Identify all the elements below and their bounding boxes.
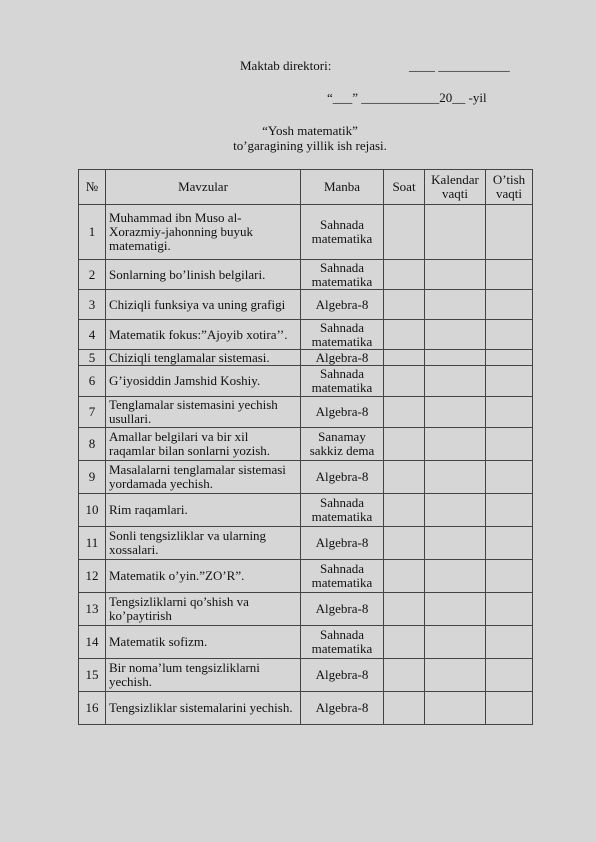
plan-subtitle: to’garagining yillik ish rejasi.: [233, 138, 387, 153]
table-row: [79, 626, 533, 659]
row-source: Algebra-8: [301, 290, 384, 320]
row-topic: Bir noma’lum tengsizliklarni yechish.: [106, 659, 301, 692]
row-passing-cell: [486, 461, 533, 494]
row-source: Algebra-8: [301, 659, 384, 692]
row-hours-cell: [384, 461, 425, 494]
row-passing-cell: [486, 626, 533, 659]
row-hours-cell: [384, 659, 425, 692]
row-calendar-cell: [425, 527, 486, 560]
table-row: [79, 260, 533, 290]
row-passing-cell: [486, 527, 533, 560]
row-hours-cell: [384, 428, 425, 461]
director-signature-line: ____ ___________: [409, 58, 510, 73]
row-passing-cell: [486, 494, 533, 527]
yearly-plan-table: [78, 169, 533, 725]
row-topic: Chiziqli funksiya va uning grafigi: [106, 290, 301, 320]
row-passing-cell: [486, 290, 533, 320]
row-hours-cell: [384, 350, 425, 366]
row-number: 10: [79, 494, 106, 527]
row-passing-cell: [486, 659, 533, 692]
row-source: Sahnada matematika: [301, 366, 384, 397]
row-calendar-cell: [425, 205, 486, 260]
col-header-source: Manba: [301, 170, 384, 205]
row-source: Algebra-8: [301, 397, 384, 428]
table-row: [79, 397, 533, 428]
row-passing-cell: [486, 397, 533, 428]
row-hours-cell: [384, 366, 425, 397]
row-calendar-cell: [425, 397, 486, 428]
row-calendar-cell: [425, 560, 486, 593]
row-calendar-cell: [425, 692, 486, 725]
row-topic: Tengsizliklar sistemalarini yechish.: [106, 692, 301, 725]
row-calendar-cell: [425, 366, 486, 397]
row-topic: Tengsizliklarni qo’shish va ko’paytirish: [106, 593, 301, 626]
row-hours-cell: [384, 205, 425, 260]
row-passing-cell: [486, 428, 533, 461]
row-hours-cell: [384, 290, 425, 320]
row-number: 13: [79, 593, 106, 626]
table-row: [79, 560, 533, 593]
row-source: Sahnada matematika: [301, 626, 384, 659]
row-number: 16: [79, 692, 106, 725]
table-header-row: [79, 170, 533, 205]
row-source: Sahnada matematika: [301, 205, 384, 260]
row-calendar-cell: [425, 659, 486, 692]
row-calendar-cell: [425, 494, 486, 527]
row-topic: Tenglamalar sistemasini yechish usullari.: [106, 397, 301, 428]
row-hours-cell: [384, 626, 425, 659]
row-topic: Sonlarning bo’linish belgilari.: [106, 260, 301, 290]
table-row: [79, 205, 533, 260]
table-row: [79, 494, 533, 527]
row-topic: Matematik sofizm.: [106, 626, 301, 659]
col-header-number: №: [79, 170, 106, 205]
row-number: 15: [79, 659, 106, 692]
row-passing-cell: [486, 560, 533, 593]
row-passing-cell: [486, 260, 533, 290]
row-passing-cell: [486, 320, 533, 350]
table-row: [79, 527, 533, 560]
row-number: 5: [79, 350, 106, 366]
row-passing-cell: [486, 692, 533, 725]
row-source: Sahnada matematika: [301, 494, 384, 527]
row-number: 2: [79, 260, 106, 290]
table-row: [79, 692, 533, 725]
row-topic: Chiziqli tenglamalar sistemasi.: [106, 350, 301, 366]
row-hours-cell: [384, 560, 425, 593]
row-source: Algebra-8: [301, 527, 384, 560]
table-row: [79, 290, 533, 320]
row-hours-cell: [384, 494, 425, 527]
row-hours-cell: [384, 692, 425, 725]
row-passing-cell: [486, 205, 533, 260]
row-calendar-cell: [425, 260, 486, 290]
row-number: 8: [79, 428, 106, 461]
director-label: Maktab direktori:: [240, 58, 332, 73]
row-hours-cell: [384, 397, 425, 428]
row-source: Sahnada matematika: [301, 260, 384, 290]
row-source: Sahnada matematika: [301, 320, 384, 350]
row-hours-cell: [384, 593, 425, 626]
col-header-calendar-time: Kalendar vaqti: [425, 170, 486, 205]
table-row: [79, 593, 533, 626]
row-number: 11: [79, 527, 106, 560]
row-number: 9: [79, 461, 106, 494]
row-number: 7: [79, 397, 106, 428]
table-row: [79, 366, 533, 397]
row-hours-cell: [384, 527, 425, 560]
row-source: Algebra-8: [301, 593, 384, 626]
table-row: [79, 350, 533, 366]
row-number: 14: [79, 626, 106, 659]
table-row: [79, 659, 533, 692]
row-passing-cell: [486, 593, 533, 626]
row-source: Algebra-8: [301, 692, 384, 725]
date-line: “___” ____________20__ -yil: [327, 90, 487, 105]
row-number: 12: [79, 560, 106, 593]
row-topic: Matematik fokus:”Ajoyib xotira’’.: [106, 320, 301, 350]
row-calendar-cell: [425, 593, 486, 626]
col-header-passing-time: O’tish vaqti: [486, 170, 533, 205]
table-row: [79, 461, 533, 494]
row-hours-cell: [384, 260, 425, 290]
row-source: Algebra-8: [301, 350, 384, 366]
row-calendar-cell: [425, 626, 486, 659]
row-calendar-cell: [425, 428, 486, 461]
row-topic: Matematik o’yin.”ZO’R”.: [106, 560, 301, 593]
table-row: [79, 428, 533, 461]
row-topic: Amallar belgilari va bir xil raqamlar bilan sonlarni yozish.: [106, 428, 301, 461]
row-source: Sahnada matematika: [301, 560, 384, 593]
row-source: Algebra-8: [301, 461, 384, 494]
row-topic: G’iyosiddin Jamshid Koshiy.: [106, 366, 301, 397]
row-calendar-cell: [425, 350, 486, 366]
row-passing-cell: [486, 350, 533, 366]
row-calendar-cell: [425, 461, 486, 494]
row-topic: Muhammad ibn Muso al-Xorazmiy-jahonning buyuk matematigi.: [106, 205, 301, 260]
row-number: 1: [79, 205, 106, 260]
plan-title: “Yosh matematik”: [262, 123, 358, 138]
row-topic: Rim raqamlari.: [106, 494, 301, 527]
row-passing-cell: [486, 366, 533, 397]
row-calendar-cell: [425, 320, 486, 350]
table-row: [79, 320, 533, 350]
row-number: 6: [79, 366, 106, 397]
row-topic: Sonli tengsizliklar va ularning xossalari.: [106, 527, 301, 560]
row-topic: Masalalarni tenglamalar sistemasi yordamada yechish.: [106, 461, 301, 494]
col-header-hours: Soat: [384, 170, 425, 205]
row-hours-cell: [384, 320, 425, 350]
row-source: Sanamay sakkiz dema: [301, 428, 384, 461]
row-number: 3: [79, 290, 106, 320]
row-number: 4: [79, 320, 106, 350]
row-calendar-cell: [425, 290, 486, 320]
col-header-topics: Mavzular: [106, 170, 301, 205]
